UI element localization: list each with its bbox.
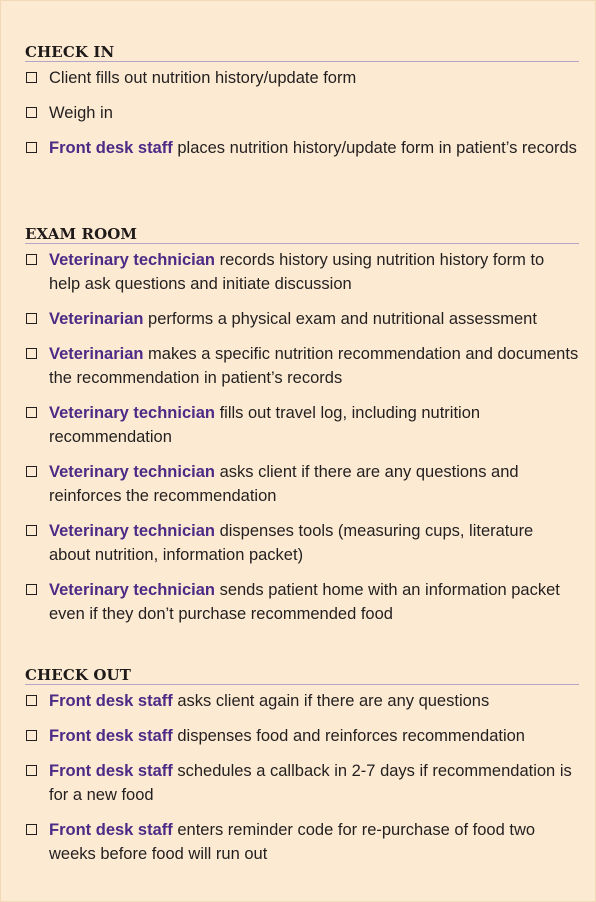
checklist-item — [25, 101, 579, 125]
checklist-item — [25, 136, 579, 160]
role-label: Front desk staff — [49, 727, 173, 745]
checkbox[interactable] — [26, 730, 37, 741]
role-label: Front desk staff — [49, 692, 173, 710]
item-text: schedules a callback in 2-7 days if recommendation is for a new food — [49, 762, 572, 804]
checklist-item — [25, 401, 579, 449]
section-heading: CHECK OUT — [25, 666, 579, 685]
item-text: fills out travel log, including nutrition recommendation — [49, 404, 481, 446]
item-text: dispenses tools (measuring cups, literature about nutrition, information packet) — [49, 522, 534, 564]
checklist — [25, 248, 579, 626]
role-label: Veterinary technician — [49, 404, 215, 422]
item-text: enters reminder code for re-purchase of food two weeks before food will run out — [49, 821, 536, 863]
item-text: sends patient home with an information packet even if they don’t purchase recommended food — [49, 581, 560, 623]
checkbox[interactable] — [26, 348, 37, 359]
checkbox[interactable] — [26, 72, 37, 83]
checkbox[interactable] — [26, 142, 37, 153]
checklist-item — [25, 818, 579, 866]
role-label: Veterinarian — [49, 345, 144, 363]
checklist-item — [25, 724, 579, 748]
role-label: Veterinary technician — [49, 522, 215, 540]
item-text: Weigh in — [49, 104, 113, 122]
checkbox[interactable] — [26, 695, 37, 706]
checkbox[interactable] — [26, 765, 37, 776]
item-text: asks client if there are any questions and reinforces the recommendation — [49, 463, 519, 505]
role-label: Veterinary technician — [49, 581, 215, 599]
checklist-item — [25, 342, 579, 390]
checkbox[interactable] — [26, 584, 37, 595]
item-text: records history using nutrition history form to help ask questions and initiate discussion — [49, 251, 545, 293]
section-heading: EXAM ROOM — [25, 225, 579, 244]
checklist-item — [25, 307, 579, 331]
role-label: Front desk staff — [49, 821, 173, 839]
role-label: Veterinary technician — [49, 251, 215, 269]
section-check-in — [25, 43, 579, 171]
role-label: Front desk staff — [49, 762, 173, 780]
checklist-item — [25, 66, 579, 90]
checkbox[interactable] — [26, 466, 37, 477]
section-heading: CHECK IN — [25, 43, 579, 62]
checkbox[interactable] — [26, 313, 37, 324]
checklist-item — [25, 689, 579, 713]
item-text: asks client again if there are any questions — [172, 692, 490, 710]
role-label: Veterinarian — [49, 310, 144, 328]
checklist — [25, 689, 579, 866]
item-text: performs a physical exam and nutritional assessment — [143, 310, 537, 328]
checkbox[interactable] — [26, 107, 37, 118]
checkbox[interactable] — [26, 824, 37, 835]
checkbox[interactable] — [26, 525, 37, 536]
checkbox[interactable] — [26, 254, 37, 265]
item-text: dispenses food and reinforces recommendation — [172, 727, 525, 745]
item-text: makes a specific nutrition recommendation and documents the recommendation in patient’s records — [49, 345, 579, 387]
role-label: Veterinary technician — [49, 463, 215, 481]
section-check-out — [25, 666, 579, 877]
checkbox[interactable] — [26, 407, 37, 418]
role-label: Front desk staff — [49, 139, 173, 157]
checklist-item — [25, 578, 579, 626]
item-text: places nutrition history/update form in patient’s records — [172, 139, 577, 157]
checklist-item — [25, 248, 579, 296]
section-exam-room — [25, 225, 579, 637]
checklist-item — [25, 759, 579, 807]
checklist-item — [25, 519, 579, 567]
checklist-item — [25, 460, 579, 508]
checklist — [25, 66, 579, 160]
item-text: Client fills out nutrition history/update form — [49, 69, 357, 87]
